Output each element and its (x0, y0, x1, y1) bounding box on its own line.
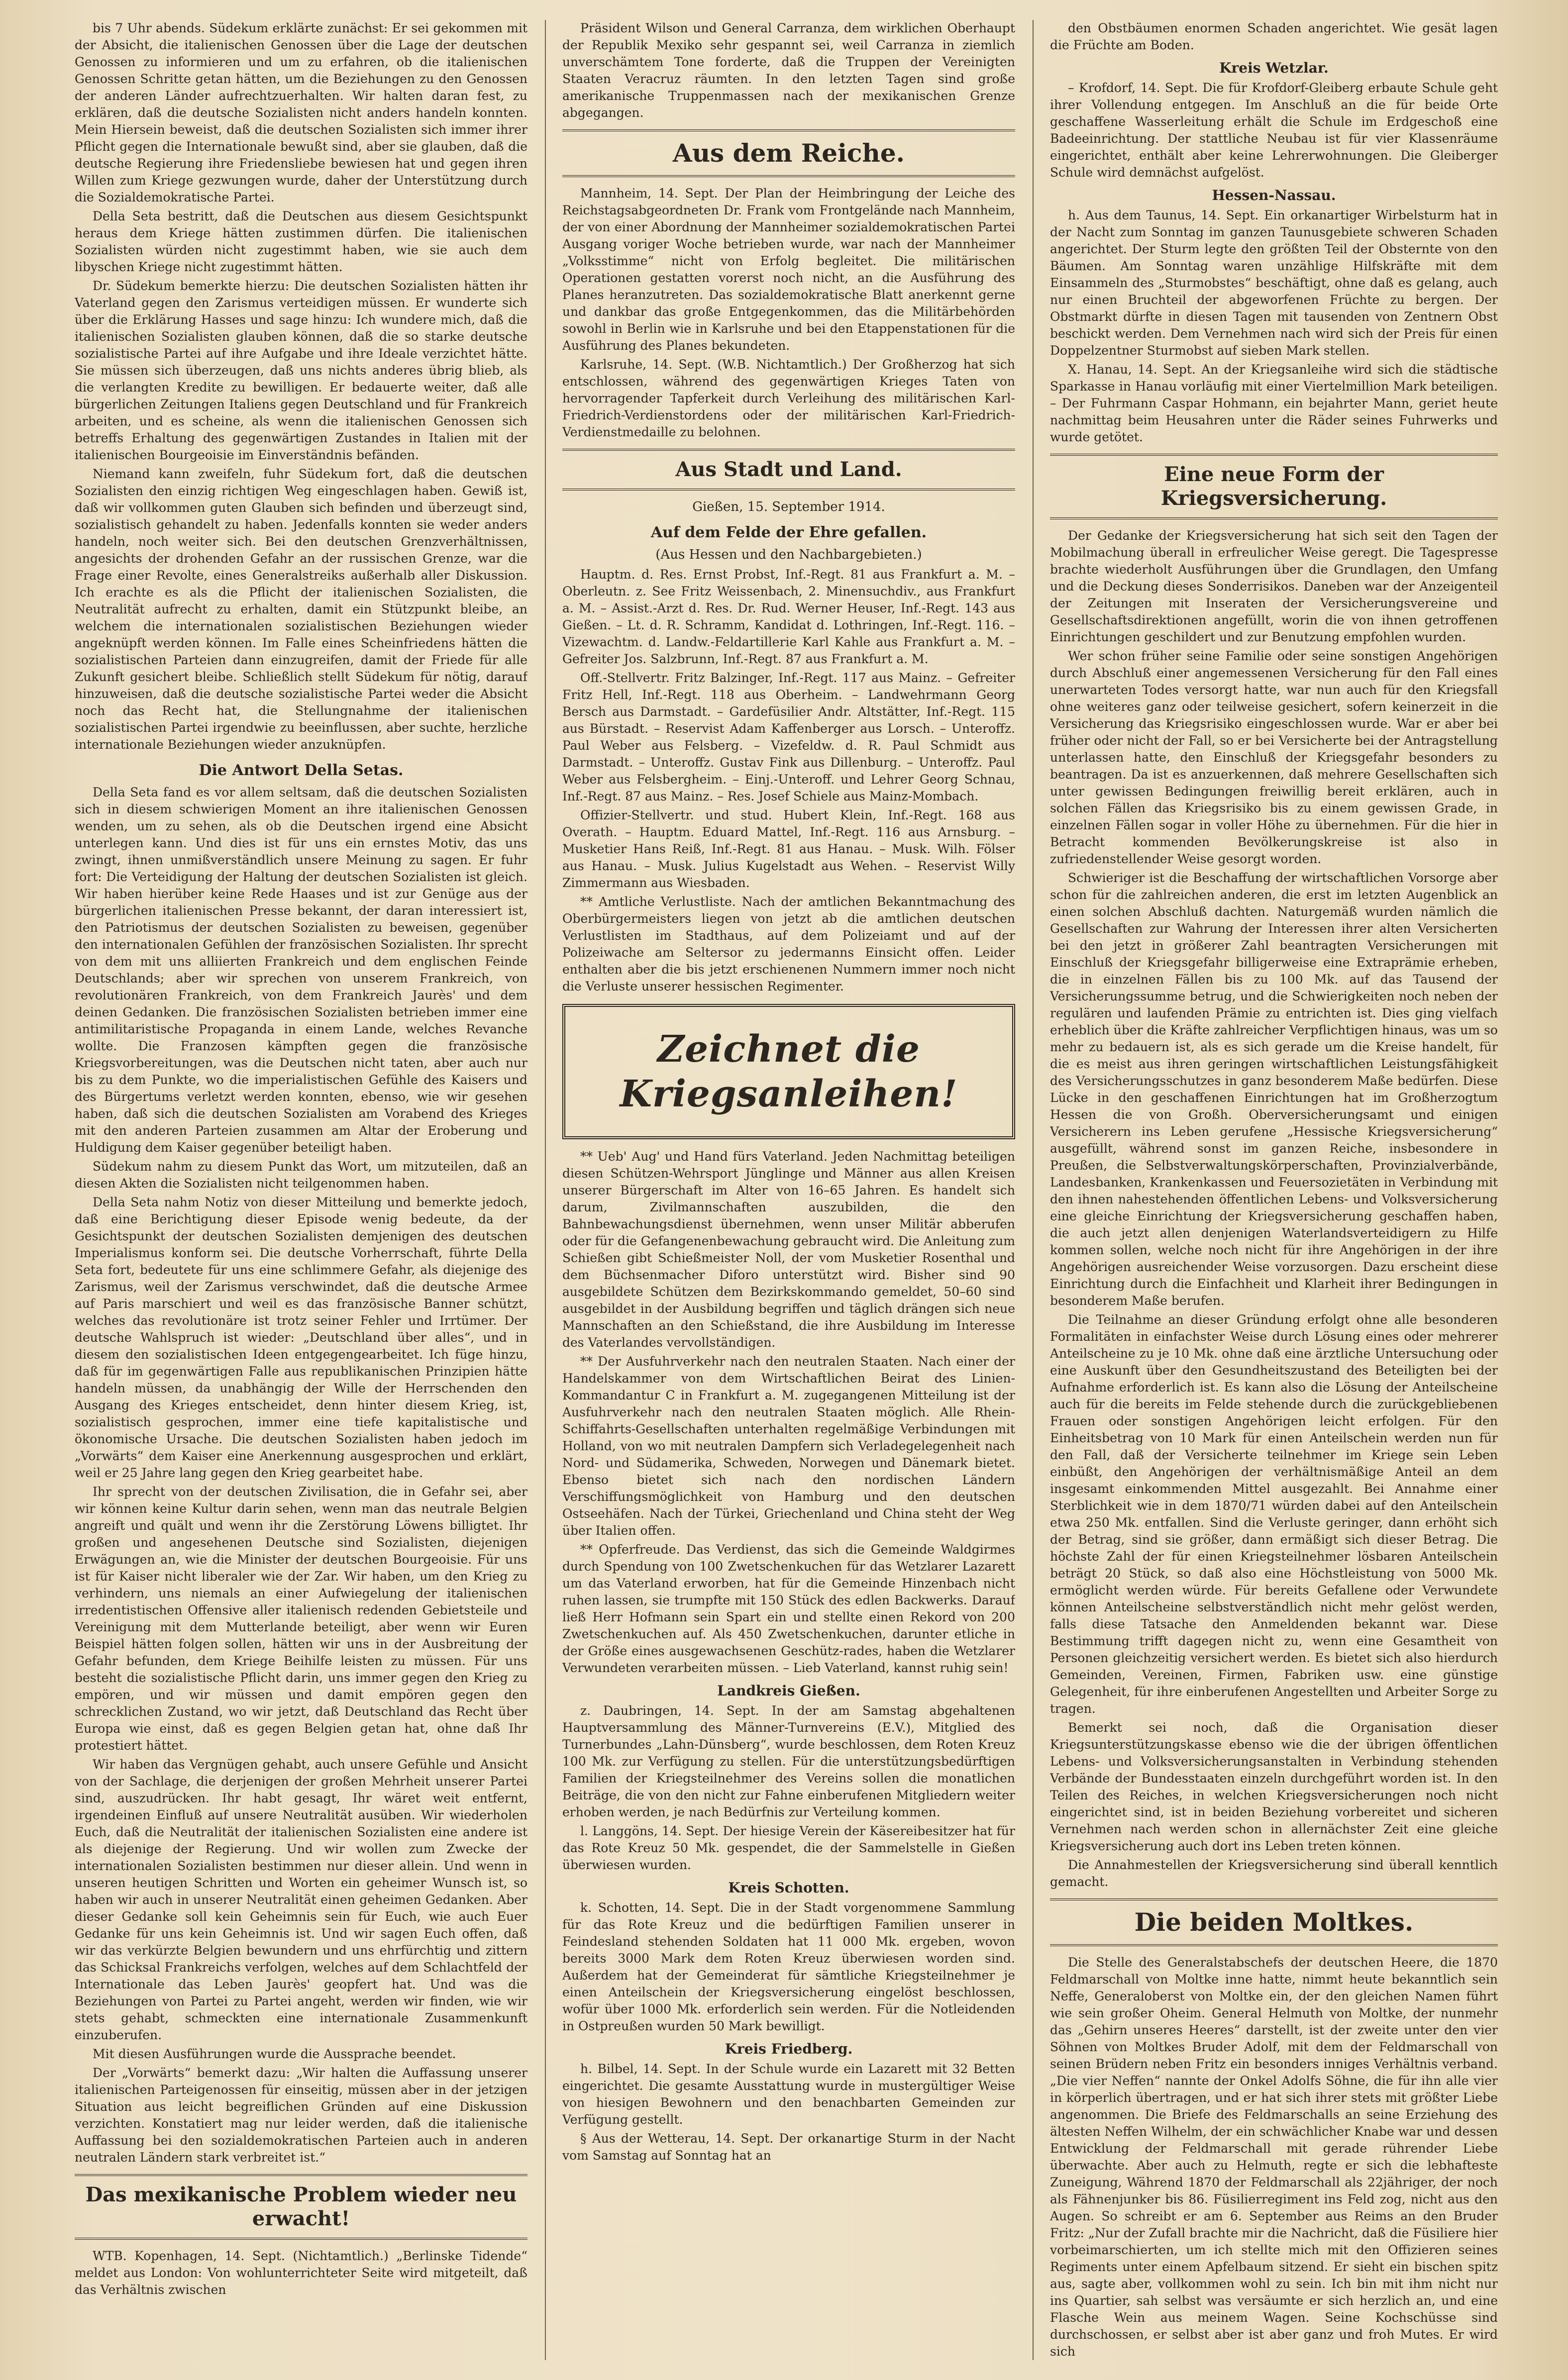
dateline: Gießen, 15. September 1914. (692, 499, 885, 514)
paragraph: ** Amtliche Verlustliste. Nach der amtlichen Bekanntmachung des Oberbürgermeisters liegen von jetzt ab die amtlichen deutschen Verlustlisten im Stadthaus, auf dem Polizeiamt und auf der Polizeiwache am Seltersor zu jedermanns Einsicht offen. Leider enthalten aber die bis jetzt erschienenen Nummern immer noch nicht die Verluste unserer hessischen Regimenter. (562, 894, 1015, 993)
paragraph: Südekum nahm zu diesem Punkt das Wort, um mitzuteilen, daß an diesen Akten die Sozialisten nicht teilgenommen haben. (75, 1159, 527, 1190)
subheading-ehre-note: (Aus Hessen und den Nachbargebieten.) (655, 547, 922, 562)
subheading-kreis-schotten: Kreis Schotten. (728, 1880, 849, 1896)
paragraph: Der „Vorwärts“ bemerkt dazu: „Wir halten die Auffassung unserer italienischen Parteigenossen für einseitig, müssen aber in der jetzigen Situation aus leicht begreiflichen Gründen auf eine Diskussion verzichten. Konstatiert mag nur leider werden, daß die italienische Auffassung bei den sozialdemokratischen Parteien auch in anderen neutralen Ländern stark verbreitet ist.“ (75, 2066, 527, 2165)
column-divider (1033, 20, 1034, 2360)
paragraph: Mannheim, 14. Sept. Der Plan der Heimbringung der Leiche des Reichstagsabgeordneten Dr. Frank vom Frontgelände nach Mannheim, der von einer Abordnung der Mannheimer sozialdemokratischen Partei Ausgang voriger Woche betrieben wurde, war nach der Mannheimer „Volksstimme“ nicht von Erfolg begleitet. Die militärischen Operationen gestatten vorerst noch nicht, an die Ausführung des Planes heranzutreten. Das sozialdemokratische Blatt anerkennt gerne und dankbar das große Entgegenkommen, das die Militärbehörden sowohl in Berlin wie in Karlsruhe und bei den Etappenstationen für die Ausführung des Planes bekundeten. (562, 186, 1015, 353)
paragraph: Wir haben das Vergnügen gehabt, auch unsere Gefühle und Ansicht von der Sachlage, die derjenigen der großen Mehrheit unserer Partei sind, auszudrücken. Ihr habt gesagt, Ihr wäret weit entfernt, irgendeinen Einfluß auf unsere Neutralität ausüben. Wir wiederholen Euch, daß die Neutralität der italienischen Sozialisten eine andere ist als diejenige der Regierung. Und wir wollen zum Zwecke der internationalen Sozialisten bestimmen nur dieser allein. Und wenn in unseren heutigen Schritten und Worten ein geheimer Wunsch ist, so haben wir auch in unserer Neutralität einen geheimen Gedanken. Aber dieser Gedanke soll kein Geheimnis sein für Euch, wie auch Euer Gedanke für uns kein Geheimnis ist. Und wir sagen Euch offen, daß wir das verkürzte Belgien bewundern und uns ehrfürchtig und zittern das Schicksal Frankreichs verfolgen, welches auf dem Schlachtfeld der Internationale das Leben Jaurès' geopfert hat. Und was die Beziehungen von Partei zu Partei angeht, werden wir finden, wie wir stets gehabt, schmeckten eine internationale Zusammenkunft einzuberufen. (75, 1757, 527, 2042)
paragraph: Karlsruhe, 14. Sept. (W.B. Nichtamtlich.) Der Großherzog hat sich entschlossen, während des gegenwärtigen Krieges Taten von hervorragender Tapferkeit durch Verleihung des militärischen Karl-Friedrich-Verdienstordens oder der militärischen Karl-Friedrich-Verdienstmedaille zu belohnen. (562, 357, 1015, 439)
paragraph: § Aus der Wetterau, 14. Sept. Der orkanartige Sturm in der Nacht vom Samstag auf Sonntag hat an (562, 2131, 1015, 2163)
paragraph: X. Hanau, 14. Sept. An der Kriegsanleihe wird sich die städtische Sparkasse in Hanau vorläufig mit einer Viertelmillion Mark beteiligen. – Der Fuhrmann Caspar Hohmann, ein bejahrter Mann, geriet heute nachmittag beim Heusahren unter die Räder seines Fuhrwerks und wurde getötet. (1050, 362, 1498, 444)
paragraph: Della Seta nahm Notiz von dieser Mitteilung und bemerkte jedoch, daß eine Berichtigung dieser Episode wenig bedeute, da der Gesichtspunkt der deutschen Sozialisten demjenigen des deutschen Imperialismus konform sei. Die deutsche Vorherrschaft, führte Della Seta fort, bedeutete für uns eine schlimmere Gefahr, als diejenige des Zarismus, weil der Zarismus verschwindet, daß die deutsche Armee auf Paris marschiert und weil es das französische Banner schützt, welches das revolutionäre ist trotz seiner Fehler und Irrtümer. Der deutsche Wahlspruch ist wieder: „Deutschland über alles“, und in diesem den sozialistischen Ideen entgegengearbeitet. Ich füge hinzu, daß für im gegenwärtigen Falle aus republikanischen Prinzipien hätte handeln müssen, da unabhängig der Wille der Herrschenden den Ausgang des Krieges entscheidet, denn hinter diesem Krieg, ist, sozialistisch gesprochen, immer eine tiefe kapitalistische und ökonomische Ursache. Die deutschen Sozialisten haben jedoch im „Vorwärts“ dem Kaiser eine Anerkennung ausgesprochen und erklärt, weil er 25 Jahre lang gegen den Krieg gearbeitet habe. (75, 1195, 527, 1480)
paragraph: Mit diesen Ausführungen wurde die Aussprache beendet. (93, 2047, 456, 2061)
article-sozialisten-body (75, 20, 527, 753)
paragraph: k. Schotten, 14. Sept. Die in der Stadt vorgenommene Sammlung für das Rote Kreuz und die bedürftigen Familien unserer in Feindesland stehenden Soldaten hat 11 000 Mk. ergeben, wovon bereits 3000 Mark dem Roten Kreuz überwiesen worden sind. Außerdem hat der Gemeinderat für sämtliche Kriegsteilnehmer je einen Anteilschein der Kriegsversicherung eingelöst beschlossen, wofür über 1000 Mk. erforderlich sein werden. Für die Notleidenden in Ostpreußen wurden 50 Mark bewilligt. (562, 1900, 1015, 2033)
headline-moltkes: Die beiden Moltkes. (1050, 1898, 1498, 1946)
paragraph: h. Bilbel, 14. Sept. In der Schule wurde ein Lazarett mit 32 Betten eingerichtet. Die gesamte Ausstattung wurde in mustergültiger Weise von hiesigen Bewohnern und den benachbarten Gemeinden zur Verfügung gestellt. (562, 2062, 1015, 2127)
paragraph: Offizier-Stellvertr. und stud. Hubert Klein, Inf.-Regt. 168 aus Overath. – Hauptm. Eduard Mattel, Inf.-Regt. 116 aus Arnsburg. – Musketier Hans Reiß, Inf.-Regt. 81 aus Hanau. – Musk. Wilh. Fölser aus Hanau. – Musk. Julius Kugelstadt aus Wehen. – Reservist Willy Zimmermann aus Wiesbaden. (562, 808, 1015, 890)
subheading-antwort: Die Antwort Della Setas. (199, 762, 404, 779)
headline-kriegsversicherung: Eine neue Form der Kriegsversicherung. (1050, 454, 1498, 519)
paragraph: Bemerkt sei noch, daß die Organisation dieser Kriegsunterstützungskasse ebenso wie die der übrigen öffentlichen Lebens- und Volksversicherungsanstalten in Verbindung stehenden Verbände der Bundesstaaten einzeln durchgeführt worden ist. In den Teilen des Reiches, in welchen Kriegsversicherungen noch nicht eingerichtet sind, ist in beiden Beziehung vorbereitet und sicheren Vernehmen nach werden schon in allernächster Zeit eine gleiche Kriegsversicherung auch dort ins Leben treten können. (1050, 1720, 1498, 1853)
kriegsanleihen-banner: Zeichnet die Kriegsanleihen! (562, 1004, 1015, 1139)
article-antwort-body (75, 784, 527, 2166)
paragraph: Niemand kann zweifeln, fuhr Südekum fort, daß die deutschen Sozialisten den einzig richtigen Weg eingeschlagen haben. Gewiß ist, daß wir vollkommen guten Glauben sich befinden und überzeugt sind, sozialistisch gehandelt zu haben. Jedenfalls konnten sie weder anders handeln, noch weiter sich. Bei den deutschen Grenzverhältnissen, angesichts der drohenden Gefahr an der russischen Grenze, war die Frage einer Revolte, eines Generalstreiks außerhalb aller Diskussion. Ich erachte es als die Pflicht der italienischen Sozialisten, die Neutralität aufrecht zu erhalten, damit ein Stützpunkt bleibe, an welchem die internationalen sozialistischen Beziehungen wieder angeknüpft werden können. Im Falle eines Scheinfriedens hätten die sozialistischen Parteien dann einzugreifen, damit der Friede für alle Zukunft gesichert bleibe. Schließlich stellt Südekum für nötig, darauf hinzuweisen, daß die deutsche sozialistische Partei weder die Absicht noch das Recht hat, die Stellungnahme der italienischen sozialistischen Partei irgendwie zu beeinflussen, aber suchte, herzliche internationale Beziehungen wieder anzuknüpfen. (75, 467, 527, 752)
paragraph: Der Gedanke der Kriegsversicherung hat sich seit den Tagen der Mobilmachung überall in erfreulicher Weise geregt. Die Tagespresse brachte wiederholt Ausführungen über die Grundlagen, den Umfang und die Deckung dieses Sonderrisikos. Daneben war der Anzeigenteil der Zeitungen mit Inseraten der Versicherungsvereine und Gesellschaftsdirektionen angefüllt, worin die von ihnen getroffenen Einrichtungen geschildert und zur Benutzung empfohlen wurden. (1050, 528, 1498, 644)
paragraph: Schwieriger ist die Beschaffung der wirtschaftlichen Vorsorge aber schon für die zahlreichen anderen, die erst im letzten Augenblick an einen solchen Abschluß dachten. Naturgemäß wurden nämlich die Gesellschaften zur Wahrung der Interessen ihrer alten Versicherten bei den jetzt in größerer Zahl beantragten Versicherungen mit Einschluß der Kriegsgefahr billigerweise eine Extraprämie erheben, die in einzelnen Fällen bis zu 100 Mk. auf das Tausend der Versicherungssumme betrug, und die Schwierigkeiten noch neben der regulären und laufenden Prämie zu entrichten ist. Dies ging vielfach erheblich über die Kräfte zahlreicher Verpflichtigen hinaus, was um so mehr zu bedauern ist, als es sich gerade um die Kreise handelt, für die es meist aus ihren geringen wirtschaftlichen Leistungsfähigkeit des Versicherungsschutzes in ganz besonderem Maße bedürfen. Diese Lücke in den geschaffenen Einrichtungen hat im Großherzogtum Hessen die von Großh. Oberversicherungsamt und einigen Versicherern ins Leben gerufene „Hessische Kriegsversicherung“ ausgefüllt, während sonst im ganzen Reiche, insbesondere in Preußen, die Selbstverwaltungskörperschaften, Provinzialverbände, Landesbanken, Krankenkassen und Feuersozietäten in Verbindung mit den ihnen nahestehenden öffentlichen Lebens- und Volksversicherung eine gleiche Einrichtung der Kriegsversicherung geschaffen haben, die auch jetzt allen denjenigen Waterlandsverteidigern zu Hilfe kommen sollen, welche noch nicht für ihre Angehörigen in der ihre Angehörigen ausreichender Weise vorzusorgen. Dazu erscheint diese Einrichtung durch die Einfachheit und Klarheit ihrer Bedingungen in besonderem Maße berufen. (1050, 871, 1498, 1308)
paragraph: Hauptm. d. Res. Ernst Probst, Inf.-Regt. 81 aus Frankfurt a. M. – Oberleutn. z. See Fritz Weissenbach, 2. Minensuchdiv., aus Frankfurt a. M. – Assist.-Arzt d. Res. Dr. Rud. Werner Heuser, Inf.-Regt. 143 aus Gießen. – Lt. d. R. Schramm, Kandidat d. Lothringen, Inf.-Regt. 116. – Vizewachtm. d. Landw.-Feldartillerie Karl Kahle aus Frankfurt a. M. – Gefreiter Jos. Salzbrunn, Inf.-Regt. 87 aus Frankfurt a. M. (562, 567, 1015, 666)
paragraph: l. Langgöns, 14. Sept. Der hiesige Verein der Käsereibesitzer hat für das Rote Kreuz 50 Mk. gespendet, die der Sammelstelle in Gießen überwiesen wurden. (562, 1824, 1015, 1872)
column-1 (75, 20, 527, 2360)
subheading-kreis-wetzlar: Kreis Wetzlar. (1219, 60, 1329, 76)
paragraph: ** Opferfreude. Das Verdienst, das sich die Gemeinde Waldgirmes durch Spendung von 100 Zwetschenkuchen für das Wetzlarer Lazarett um das Vaterland erworben, hat für die Gemeinde Hinzenbach nicht ruhen lassen, sie trumpfte mit 150 Stück des edlen Backwerks. Darauf ließ Herr Hofmann sein Spart ein und stellte einen Rekord von 200 Zwetschenkuchen auf. Als 450 Zwetschenkuchen, darunter etliche in der Größe eines ausgewachsenen Geschütz-rades, haben die Wetzlarer Verwundeten verarbeiten müssen. – Lieb Vaterland, kannst ruhig sein! (562, 1542, 1015, 1675)
paragraph: Präsident Wilson und General Carranza, dem wirklichen Oberhaupt der Republik Mexiko sehr gespannt sei, weil Carranza in ziemlich unverschämtem Tone forderte, daß die Truppen der Vereinigten Staaten Veracruz räumten. In den letzten Tagen sind große amerikanische Truppenmassen nach der mexikanischen Grenze abgegangen. (562, 21, 1015, 120)
paragraph: Della Seta bestritt, daß die Deutschen aus diesem Gesichtspunkt heraus dem Kriege hätten zustimmen dürfen. Die italienischen Sozialisten würden nicht zugestimmt haben, wie sie auch dem libyschen Kriege nicht zugestimmt hätten. (75, 209, 527, 274)
headline-aus-dem-reiche: Aus dem Reiche. (562, 129, 1015, 177)
subheading-hessen-nassau: Hessen-Nassau. (1212, 187, 1336, 203)
paragraph: Die Annahmestellen der Kriegsversicherung sind überall kenntlich gemacht. (1050, 1858, 1498, 1889)
paragraph: bis 7 Uhr abends. Südekum erklärte zunächst: Er sei gekommen mit der Absicht, die italienischen Genossen über die Lage der deutschen Genossen zu informieren und um zu erfahren, ob die italienischen Genossen Schritte getan hätten, um die Beziehungen zu den Genossen der anderen Länder aufrechtzuerhalten. Wir halten daran fest, zu erklären, daß die deutsche Sozialisten nicht anders handeln konnten. Mein Hiersein beweist, daß die deutschen Sozialisten sich immer ihrer Pflicht gegen die Internationale bewußt sind, aber sie glauben, daß die deutsche Regierung ihre Friedensliebe bewiesen hat und gegen ihren Willen zum Kriege gezwungen wurde, daher der Unterstützung durch die Sozialdemokratische Partei. (75, 21, 527, 204)
paragraph: Ihr sprecht von der deutschen Zivilisation, die in Gefahr sei, aber wir können keine Kultur darin sehen, wenn man das neutrale Belgien angreift und quält und wenn ihr die Zerstörung Löwens billigtet. Ihr großen und angesehenen Deutsche sind Sozialisten, diejenigen Erwägungen an, wie die Minister der deutschen Bourgeoisie. Für uns ist für Kaiser nicht liberaler wie der Zar. Wir haben, um den Krieg zu verhindern, uns niemals an einer Aufwiegelung der italienischen irredentistischen Offensive aller italienisch redenden Gebietsteile und Vereinigung mit dem Mutterlande beteiligt, aber wenn wir Euren Beispiel hätten folgen sollen, hätten wir uns in der Ausbreitung der Gefahr befunden, dem Kriege Beihilfe leisten zu müssen. Für uns besteht die sozialistische Pflicht darin, uns immer gegen den Krieg zu empören, und wir müssen und damit empören gegen den schrecklichen Zustand, wo wir jetzt, daß Deutschland das Recht über Europa wie einst, daß es gegen Belgien getan hat, ohne daß Ihr protestiert hättet. (75, 1485, 527, 1753)
paragraph: Die Stelle des Generalstabschefs der deutschen Heere, die 1870 Feldmarschall von Moltke inne hatte, nimmt heute bekanntlich sein Neffe, Generaloberst von Moltke ein, der den gleichen Namen führt wie sein großer Oheim. General Helmuth von Moltke, der nunmehr das „Gehirn unseres Heeres“ darstellt, ist der zweite unter den vier Söhnen von Moltkes Bruder Adolf, mit dem der Feldmarschall von seinen Brüdern neben Fritz ein besonders inniges Verhältnis verband. „Die vier Neffen“ nannte der Onkel Adolfs Söhne, die für ihn alle vier in körperlich übertragen, und er hat sich ihrer stets mit größter Liebe angenommen. Die Briefe des Feldmarschalls an seine Erziehung des ältesten Neffen Wilhelm, der ein schwächlicher Knabe war und dessen Entwicklung der Feldmarschall mit gerade rührender Liebe überwachte. Aber auch zu Helmuth, regte er sich die lebhafteste Zuneigung, Während 1870 der Feldmarschall als 22jähriger, der noch als Fähnenjunker bis 86. Füsilierregiment ins Feld zog, nicht aus den Augen. So schreibt er am 6. September aus Reims an den Bruder Fritz: „Nur der Zufall brachte mir die Nachricht, daß die Füsiliere hier vorbeimarschierten, um ich stellte mich mit den Offizieren seines Regiments unter einem Apfelbaum sitzend. Er sieht ein bischen spitz aus, sagte aber, vollkommen wohl zu sein. Ich bin mit ihm nicht nur ins Quartier, sah selbst was versäumte er sich herzlich an, und eine Flasche Wein aus meinem Wagen. Seine Kochschüsse sind durchschossen, er selbst aber ist aber ganz und froh Mutes. Er wird sich (1050, 1955, 1498, 2359)
column-divider (545, 20, 546, 2360)
subheading-ehre: Auf dem Felde der Ehre gefallen. (650, 524, 927, 541)
paragraph: – Krofdorf, 14. Sept. Die für Krofdorf-Gleiberg erbaute Schule geht ihrer Vollendung entgegen. Im Anschluß an die für beide Orte geschaffene Wasserleitung erhält die Schule im Erdgeschoß eine Badeeinrichtung. Der stattliche Neubau ist für vier Klassenräume eingerichtet, enthält aber keine Lehrerwohnungen. Die Gleiberger Schule wird demnächst aufgelöst. (1050, 81, 1498, 180)
paragraph: ** Der Ausfuhrverkehr nach den neutralen Staaten. Nach einer der Handelskammer von dem Wirtschaftlichen Beirat des Linien-Kommandantur C in Frankfurt a. M. zugegangenen Mitteilung ist der Ausfuhrverkehr nach den neutralen Staaten möglich. Alle Rhein-Schiffahrts-Gesellschaften unterhalten regelmäßige Verbindungen mit Holland, von wo mit neutralen Dampfern sich Verladegelegenheit nach Nord- und Südamerika, Schweden, Norwegen und Dänemark bietet. Ebenso bietet sich nach den nordischen Ländern Verschiffungsmöglichkeit von Hamburg und den deutschen Ostseehäfen. Nach der Türkei, Griechenland und China steht der Weg über Italien offen. (562, 1354, 1015, 1538)
paragraph: den Obstbäumen enormen Schaden angerichtet. Wie gesät lagen die Früchte am Boden. (1050, 21, 1498, 52)
paragraph: Off.-Stellvertr. Fritz Balzinger, Inf.-Regt. 117 aus Mainz. – Gefreiter Fritz Hell, Inf.-Regt. 118 aus Oberheim. – Landwehrmann Georg Bersch aus Darmstadt. – Gardefüsilier Andr. Altstätter, Inf.-Regt. 115 aus Bürstadt. – Reservist Adam Kaffenberger aus Lorsch. – Unteroffz. Paul Weber aus Felsberg. – Vizefeldw. d. R. Paul Schmidt aus Darmstadt. – Unteroffz. Gustav Fink aus Dillenburg. – Unteroffz. Paul Weber aus Felsbergheim. – Einj.-Unteroff. und Lehrer Georg Schnau, Inf.-Regt. 87 aus Mainz. – Res. Josef Schiele aus Mainz-Mombach. (562, 671, 1015, 803)
column-3 (1050, 20, 1498, 2360)
paragraph: Wer schon früher seine Familie oder seine sonstigen Angehörigen durch Abschluß einer angemessenen Versicherung für den Fall eines unerwarteten Todes versorgt hatte, war nun auch für den Kriegsfall ohne weiteres ganz oder teilweise gesichert, sofern keinerzeit in die Versicherung das Kriegsrisiko eingeschlossen wurde. War er aber bei früher oder nicht der Fall, so er bei Versicherte bei der Antragstellung unterlassen hatte, den Einschluß der Kriegsgefahr besonders zu beantragen. Da ist es anzuerkennen, daß mehrere Gesellschaften sich unter gewissen Bedingungen freiwillig bereit erklären, auch in solchen Fällen das Kriegsrisiko bis zu einem gewissen Grade, in einzelnen Fällen sogar in voller Höhe zu übernehmen. Für die hier in Betracht kommenden Bevölkerungskreise ist also in zufriedenstellender Weise gesorgt worden. (1050, 649, 1498, 866)
paragraph: ** Ueb' Aug' und Hand fürs Vaterland. Jeden Nachmittag beteiligen diesen Schützen-Wehrsport Jünglinge und Männer aus allen Kreisen unserer Bürgerschaft im Alter von 16–65 Jahren. Es handelt sich darum, Zivilmannschaften auszubilden, die den Bahnbewachungsdienst übernehmen, wenn unser Militär abberufen oder für die Gefangenenbewachung gebraucht wird. Die Anleitung zum Schießen gibt Schießmeister Noll, der vom Musketier Rosenthal und dem Büchsenmacher Diforo unterstützt wird. Bisher sind 90 ausgebildete Schützen dem Bezirkskommando gemeldet, 50–60 sind ausgebildet in der Ausbildung begriffen und täglich drängen sich neue Mannschaften an den Schießstand, die ihre Ausbildung im Interesse des Vaterlandes vervollständigen. (562, 1149, 1015, 1350)
headline-mexico: Das mexikanische Problem wieder neu erwacht! (75, 2174, 527, 2240)
paragraph: z. Daubringen, 14. Sept. In der am Samstag abgehaltenen Hauptversammlung des Männer-Turnvereins (E.V.), Mitglied des Turnerbundes „Lahn-Dünsberg“, wurde beschlossen, dem Roten Kreuz 100 Mk. zur Verfügung zu stellen. Für die unterstützungsbedürftigen Familien der Kriegsteilnehmer des Vereins sollen die monatlichen Beiträge, die von den nicht zur Fahne einberufenen Mitgliedern weiter erhoben werden, je nach Bedürfnis zur Verteilung kommen. (562, 1703, 1015, 1819)
paragraph: h. Aus dem Taunus, 14. Sept. Ein orkanartiger Wirbelsturm hat in der Nacht zum Sonntag im ganzen Taunusgebiete schweren Schaden angerichtet. Der Sturm legte den größten Teil der Obsternte von den Bäumen. Am Sonntag waren unzählige Hilfskräfte mit dem Einsammeln des „Sturmobstes“ beschäftigt, ohne daß es gelang, auch nur einen Bruchteil der abgeworfenen Früchte zu bergen. Der Obstmarkt dürfte in diesen Tagen mit tausenden von Zentnern Obst beschickt werden. Dem Vernehmen nach wird sich der Preis für einen Doppelzentner Sturmobst auf sieben Mark stellen. (1050, 208, 1498, 358)
paragraph: Dr. Südekum bemerkte hierzu: Die deutschen Sozialisten hätten ihr Vaterland gegen den Zarismus verteidigen müssen. Er wunderte sich über die Erklärung Hasses und sage hinzu: Ich wundere mich, daß die italienischen Sozialisten glauben können, daß die so starke deutsche sozialistische Partei auf ihre Aufgabe und ihre Ideale verzichtet hätte. Sie müssen sich überzeugen, daß uns nichts anderes übrig blieb, als die verlangten Kredite zu bewilligen. Er bedauerte weiter, daß alle bürgerlichen Zeitungen Italiens gegen Deutschland und für Frankreich arbeiten, und es scheine, als wenn die italienischen Genossen sich betreffs Erhaltung des gegenwärtigen Zustandes in Italien mit der italienischen Bourgeoisie im Einverständnis befänden. (75, 279, 527, 462)
subheading-landkreis-giessen: Landkreis Gießen. (717, 1683, 860, 1699)
column-2 (562, 20, 1015, 2360)
headline-stadt-und-land: Aus Stadt und Land. (562, 449, 1015, 491)
subheading-kreis-friedberg: Kreis Friedberg. (725, 2041, 853, 2057)
paragraph: Die Teilnahme an dieser Gründung erfolgt ohne alle besonderen Formalitäten in einfachster Weise durch Lösung eines oder mehrerer Anteilscheine zu je 10 Mk. ohne daß eine ärztliche Untersuchung oder eine Auskunft über den Gesundheitszustand des Beteiligten bei der Aufnahme erforderlich ist. Es kann also die Lösung der Anteilscheine auch für die bereits im Felde stehende durch die zurückgebliebenen Frauen oder sonstigen Angehörigen leicht erfolgen. Für den Einheitsbetrag von 10 Mark für einen Anteilschein werden nun für den Fall, daß der Versicherte teilnehmer im Kriege sein Leben einbüßt, den Angehörigen der verhältnismäßige Anteil an dem insgesamt einkommenden Mittel ausgezahlt. Bei Annahme einer Sterblichkeit wie in dem 1870/71 würden dabei auf den Anteilschein etwa 250 Mk. entfallen. Sind die Verluste geringer, dann erhöht sich der Betrag, sind sie größer, dann ermäßigt sich dieser Betrag. Die höchste Zahl der für einen Kriegsteilnehmer lösbaren Anteilschein beträgt 20 Stück, so daß also eine Höchstleistung von 5000 Mk. ermöglicht werden würde. Für bereits Gefallene oder Verwundete können Anteilscheine selbstverständlich nicht mehr gelöst werden, falls diese Tatsache den Anmeldenden bekannt war. Diese Bestimmung trifft dagegen nicht zu, wenn eine Gesamtheit von Personen gleichzeitig versichert werden. Es bietet sich also hierdurch Gemeinden, Vereinen, Firmen, Fabriken usw. eine günstige Gelegenheit, für ihre einberufenen Angestellten und Arbeiter Sorge zu tragen. (1050, 1312, 1498, 1716)
paragraph: WTB. Kopenhagen, 14. Sept. (Nichtamtlich.) „Berlinske Tidende“ meldet aus London: Von wohlunterrichteter Seite wird mitgeteilt, daß das Verhältnis zwischen (75, 2249, 527, 2297)
paragraph: Della Seta fand es vor allem seltsam, daß die deutschen Sozialisten sich in diesem schwierigen Moment an ihre italienischen Genossen wenden, um zu sehen, als ob die Deutschen irgend eine Absicht unterlegen kann. Und dies ist für uns ein ernstes Motiv, das uns zwingt, ihnen unmißverständlich unsere Meinung zu sagen. Er fuhr fort: Die Verteidigung der Haltung der deutschen Sozialisten ist gleich. Wir haben hierüber keine Rede Haases und ist zur Genüge aus der bürgerlichen italienischen Presse bekannt, der daran interessiert ist, den Patriotismus der deutschen Sozialisten zu beweisen, gegenüber den internationalen Gefühlen der französischen Sozialisten. Ihr sprecht von dem mit uns alliierten Frankreich und dem englischen Feinde Deutschlands; aber wir sprechen von unserem Frankreich, von revolutionären Frankreich, von dem Frankreich Jaurès' und dem deinen Gedanken. Die französischen Sozialisten betrieben immer eine antimilitaristische Propaganda in einem Lande, welches Revanche wollte. Die Franzosen kämpften gegen die französische Kriegsvorbereitungen, was die Deutschen nicht taten, aber auch nur bis zu dem Punkte, wo die imperialistischen Gefühle des Kaisers und des Bürgertums verletzt werden konnten, ebenso, wie wir gesehen haben, daß sich die deutschen Sozialisten am Vorabend des Krieges mit den anderen Parteien zusammen am Altar der Eroberung und Huldigung dem Kaiser gegenüber beteiligt haben. (75, 785, 527, 1155)
